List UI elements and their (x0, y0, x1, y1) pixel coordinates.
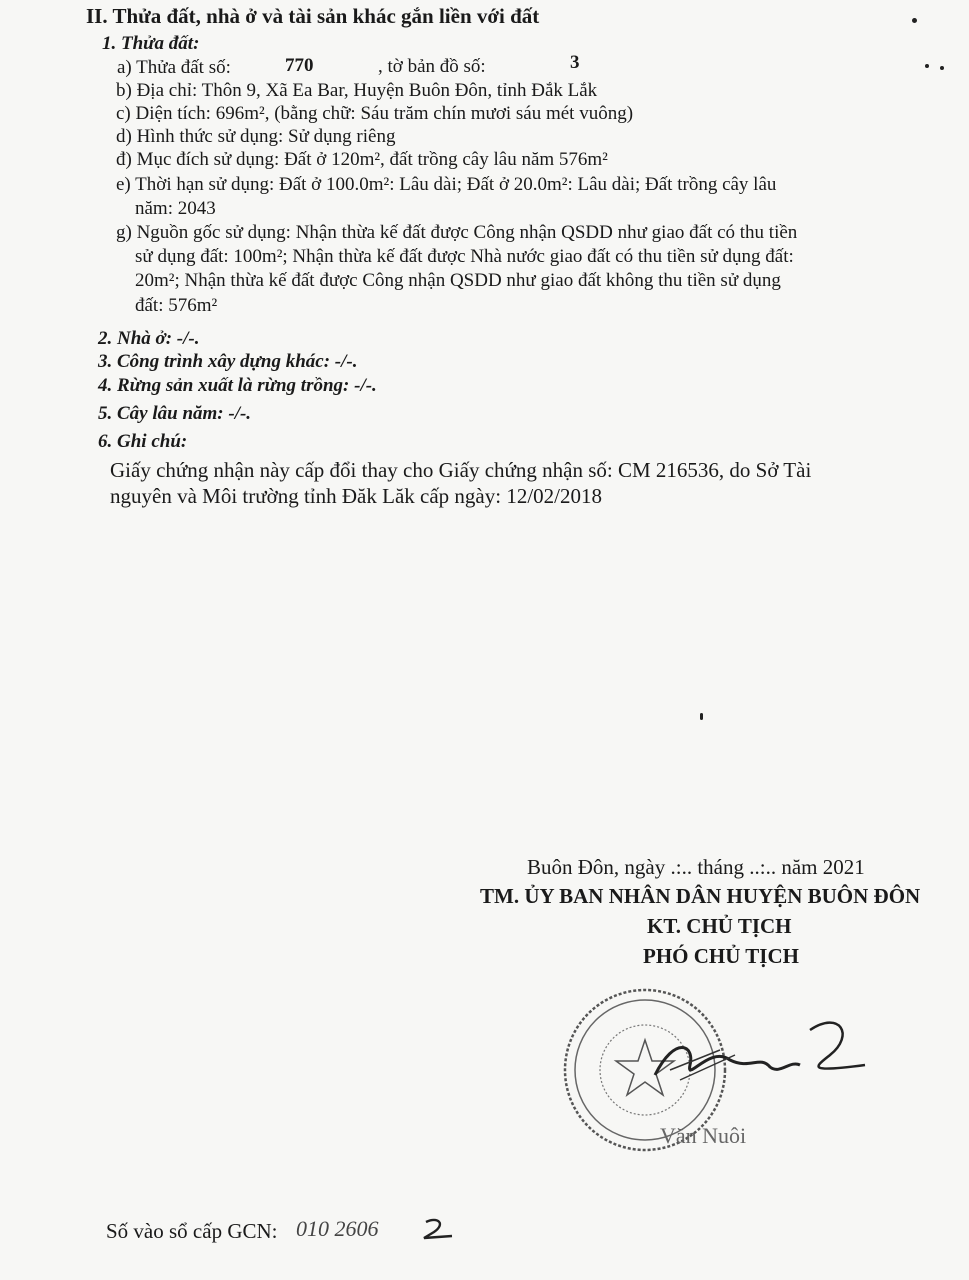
land-parcel-label: a) Thửa đất số: (117, 57, 231, 78)
land-map-number: 3 (570, 52, 580, 73)
land-address: b) Địa chỉ: Thôn 9, Xã Ea Bar, Huyện Buôn Đôn, tỉnh Đắk Lắk (116, 80, 598, 101)
signer-name: Văn Nuôi (660, 1123, 747, 1148)
land-map-label: , tờ bản đồ số: (378, 56, 486, 77)
construction-section: 3. Công trình xây dựng khác: -/-. (98, 351, 358, 372)
land-usage-form: d) Hình thức sử dụng: Sử dụng riêng (116, 126, 396, 147)
notes-line-2: nguyên và Môi trường tỉnh Đăk Lăk cấp ngày: 12/02/2018 (110, 484, 602, 508)
notes-line-1: Giấy chứng nhận này cấp đổi thay cho Giấy chứng nhận số: CM 216536, do Sở Tài (110, 458, 812, 482)
section-title: II. Thửa đất, nhà ở và tài sản khác gắn liền với đất (86, 4, 540, 28)
land-origin-cont-3: đất: 576m² (135, 295, 218, 316)
signature-role-primary: KT. CHỦ TỊCH (647, 914, 792, 938)
notes-heading: 6. Ghi chú: (98, 431, 188, 452)
land-area: c) Diện tích: 696m², (bằng chữ: Sáu trăm chín mươi sáu mét vuông) (116, 103, 634, 124)
signature-date-line: Buôn Đôn, ngày .:.. tháng ..:.. năm 2021 (527, 855, 865, 879)
perennial-section: 5. Cây lâu năm: -/-. (98, 403, 252, 424)
signature-role-secondary: PHÓ CHỦ TỊCH (643, 944, 799, 968)
speck (940, 66, 944, 70)
land-origin: g) Nguồn gốc sử dụng: Nhận thừa kế đất được Công nhận QSDD như giao đất có thu tiền (116, 222, 798, 243)
speck (912, 18, 917, 23)
speck (925, 64, 929, 68)
land-usage-term: e) Thời hạn sử dụng: Đất ở 100.0m²: Lâu dài; Đất ở 20.0m²: Lâu dài; Đất trồng cây lâu (116, 174, 777, 195)
land-heading: 1. Thửa đất: (102, 33, 200, 54)
handwritten-signature (640, 1005, 870, 1105)
house-section: 2. Nhà ở: -/-. (98, 328, 200, 349)
registry-label: Số vào sổ cấp GCN: (106, 1219, 278, 1243)
land-parcel-number: 770 (285, 55, 314, 76)
land-origin-cont-2: 20m²; Nhận thừa kế đất được Công nhận QSDD như giao đất không thu tiền sử dụng (135, 270, 781, 291)
signature-organization: TM. ỦY BAN NHÂN DÂN HUYỆN BUÔN ĐÔN (480, 884, 921, 908)
land-usage-term-cont: năm: 2043 (135, 198, 216, 219)
speck (700, 713, 703, 720)
handwritten-mark-icon (418, 1216, 458, 1242)
forest-section: 4. Rừng sản xuất là rừng trồng: -/-. (98, 375, 377, 396)
registry-number: 010 2606 (296, 1216, 379, 1241)
land-origin-cont-1: sử dụng đất: 100m²; Nhận thừa kế đất được Nhà nước giao đất có thu tiền sử dụng đất: (135, 246, 794, 267)
land-usage-purpose: đ) Mục đích sử dụng: Đất ở 120m², đất trồng cây lâu năm 576m² (116, 149, 608, 170)
